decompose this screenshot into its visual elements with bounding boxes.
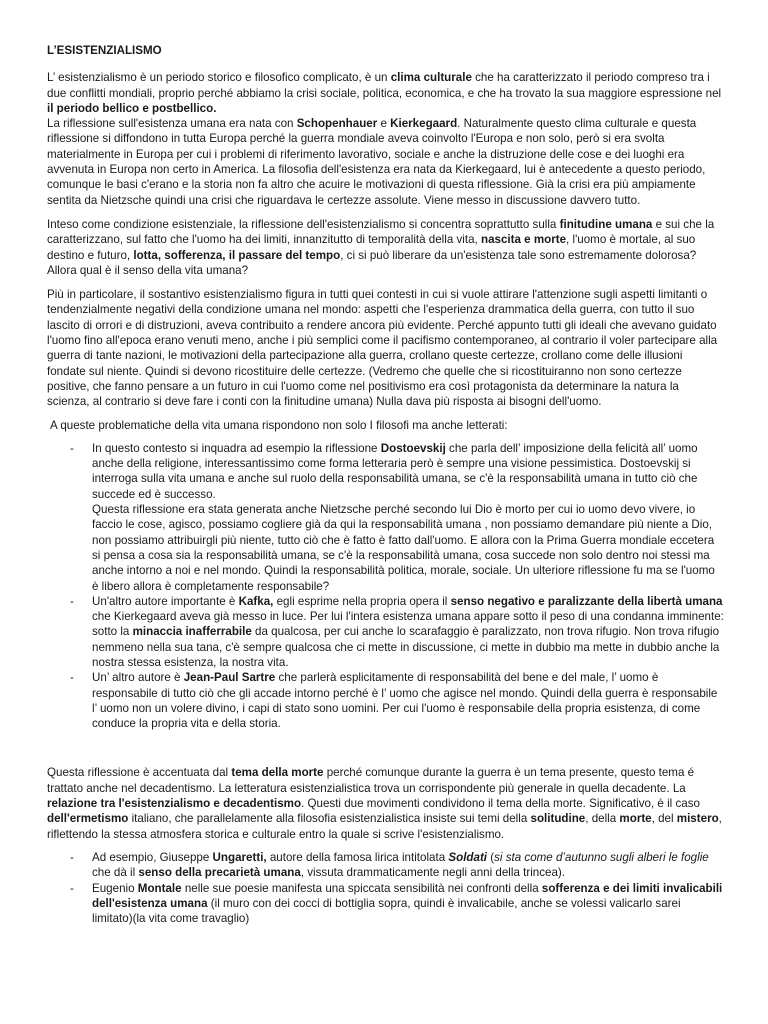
text-run: che ha caratterizzato il periodo compreso tra i due conflitti mondiali, proprio perché abbiamo la crisi sociale, politica, economica, e che ha trovato la sua maggiore espressione nel — [47, 71, 722, 100]
text-run: La riflessione sull'esistenza umana era nata con — [47, 117, 297, 131]
bold-text: Dostoevskij — [380, 441, 446, 455]
authors-list — [47, 441, 724, 732]
text-run: (il muro con dei cocci di bottiglia sopra, quindi è invalicabile, anche se volessi valicarlo sarei limitato)(la vita come travaglio) — [92, 896, 681, 926]
bold-text: lotta, sofferenza, il passare del tempo — [133, 248, 341, 262]
bullet-dash: - — [70, 441, 74, 455]
text-run: In questo contesto si inquadra ad esempio la riflessione — [92, 441, 381, 455]
emphasis-text: Soldati — [448, 850, 488, 864]
text-run: Eugenio — [92, 881, 138, 895]
text-run: egli esprime nella propria opera il — [273, 594, 451, 608]
text-run: nelle sue poesie manifesta una spiccata sensibilità nei confronti della — [181, 881, 542, 895]
text-run: , riflettendo la stessa atmosfera storica e culturale entro la quale si scrive l'esistenzialismo. — [47, 812, 722, 841]
bold-text: mistero — [676, 812, 719, 826]
bold-text: finitudine umana — [559, 217, 653, 231]
paragraph-particular — [47, 287, 724, 409]
bold-text: dell'ermetismo — [47, 812, 129, 826]
bullet-dash: - — [70, 850, 74, 864]
bold-text: Schopenhauer — [296, 117, 378, 131]
text-run: da qualcosa, per cui anche lo scarafaggio è paralizzato, non trova rifugio. Non trova rifugio nemmeno nella sua tana, c'è sempre qualcosa che ci mette in discussione, ci mette in dubbio ma mette in dubbio anche la nostra stessa esistenza, la nostra vita. — [92, 625, 720, 669]
text-run: Più in particolare, il sostantivo esistenzialismo figura in tutti quei contesti in cui si vuole attirare l'attenzione sugli aspetti limitanti o tendenzialmente negativi della condizione umana nel mondo: aspetti che l'esperienza drammatica della guerra, con tutto il suo lascito di orrori e di distruzioni, aveva contribuito a rendere ancora più evidente. Perché appunto tutti gli ideali che avevano guidato l'uomo fino all'epoca erano venuti meno, anche i più semplici come il pacifismo contemporaneo, al contrario il voler partecipare alla guerra di tante nazioni, le motivazioni della partecipazione alla guerra, crollano queste certezze, crollano come delle illusioni fondate sul niente. Quindi si devono ricostituire delle certezze. (Vedremo che quelle che si ricostituiranno non sono certezze positive, che fanno pensare a un futuro in cui l'uomo come nel positivismo era così protagonista da determinare la natura la scienza, al contrario si deve fare i conti con la finitudine umana) Nulla dava più risposta ai bisogni dell'uomo. — [47, 288, 718, 409]
text-run: , ci si può liberare da un'esistenza tale sono estremamente dolorosa? Allora qual è il senso della vita umana? — [47, 248, 697, 277]
text-run: Questa riflessione era stata generata anche Nietzsche perché secondo lui Dio è morto per cui io uomo devo vivere, io faccio le cose, agisco, possiamo cogliere già da qui la responsabilità umana , non possiamo demandare più niente a Dio, non possiamo attribuirgli più niente, tutto ciò che è fatto è fatto dall'uomo. E allora con la Prima Guerra mondiale eccetera si pensa a cosa sia la responsabilità umana, se c'è la responsabilità umana, cosa succede non solo dentro noi stessi ma anche intorno a noi e nel mondo. Quindi la responsabilità politica, morale, sociale. Un ulteriore riflessione fu ma se l'uomo è libero allora è completamente responsabile? — [92, 503, 715, 593]
list-item-sartre — [47, 670, 724, 731]
text-run: , del — [651, 812, 677, 826]
bullet-dash: - — [70, 594, 74, 608]
text-run: che parlerà esplicitamente di responsabilità del bene e del male, l’ uomo è responsabile di tutto ciò che gli accade intorno perché è l’ uomo che agisce nel mondo. Quindi della guerra è responsabile l’ uomo non un volere divino, i capi di stato sono uomini. Per cui l'uomo è responsabile della propria esistenza, di come conduce la propria vita e della storia. — [92, 671, 718, 731]
paragraph-writers-intro: A queste problematiche della vita umana rispondono non solo I filosofi ma anche letterati: — [50, 418, 508, 432]
text-run: italiano, che parallelamente alla filosofia esistenzialistica insiste sui temi della — [128, 812, 531, 826]
bold-text: senso negativo e paralizzante della libertà umana — [450, 594, 723, 608]
text-run: perché comunque durante la guerra è un tema presente, questo tema é trattato anche nel decadentismo. La letteratura esistenzialistica trova un corrispondente più generale in quella decadente. La — [47, 766, 695, 795]
bold-text: Jean-Paul Sartre — [183, 671, 276, 685]
bold-text: clima culturale — [390, 71, 472, 85]
bullet-dash: - — [70, 671, 74, 685]
bold-text: Montale — [137, 881, 182, 895]
poets-list — [47, 850, 724, 926]
text-run: Questa riflessione è accentuata dal — [47, 766, 232, 780]
paragraph-death-theme — [47, 765, 724, 841]
bold-text — [448, 851, 487, 864]
list-item-montale — [47, 881, 724, 927]
list-item-text — [92, 595, 724, 669]
bold-text: senso della precarietà umana — [138, 866, 301, 880]
bold-text: Kierkegaard — [390, 117, 458, 131]
bold-text: solitudine — [530, 812, 586, 826]
text-run: Inteso come condizione esistenziale, la riflessione dell'esistenzialismo si concentra soprattutto sulla — [47, 217, 560, 231]
bold-text: minaccia inafferrabile — [132, 625, 252, 639]
text-run: , vissuta drammaticamente negli anni della trincea). — [300, 866, 566, 880]
bold-text: sofferenza e dei limiti invalicabili dell'esistenza umana — [92, 881, 723, 910]
text-run: . Naturalmente questo clima culturale e questa riflessione si diffondono in tutta Europa perché la guerra mondiale aveva coinvolto l'Europa e non solo, però si era svolta materialmente in Europa per cui i problemi di riferimento lavorativo, sociale e anche la distruzione delle cose e dei luoghi era avvenuta in Europa non certo in America. La filosofia dell'esistenza era nata da Kierkegaard, lui è antecedente a questo periodo, comunque le basi c'erano e la storia non fa altro che acuire le motivazioni di questa riflessione. Già la crisi era più ampiamente sentita da Nietzsche quindi una crisi che riguardava le certezze assolute. Viene messo in discussione davvero tutto. — [47, 117, 706, 207]
list-item-text — [92, 882, 722, 926]
bold-text: il periodo bellico e postbellico. — [47, 101, 217, 115]
list-item-kafka — [47, 594, 724, 670]
list-item-text — [92, 851, 709, 879]
text-run: . Questi due movimenti condividono il tema della morte. Significativo, è il caso — [301, 797, 700, 811]
bold-text: nascita e morte — [480, 233, 567, 247]
text-run: Un’ altro autore è — [92, 671, 184, 685]
text-run: Ad esempio, Giuseppe — [92, 850, 213, 864]
text-run: L’ esistenzialismo è un periodo storico e filosofico complicato, è un — [47, 71, 391, 85]
text-run: , l'uomo è mortale, al suo destino e futuro, — [47, 233, 696, 262]
list-item-dostoevskij — [47, 441, 724, 594]
text-run: ( — [487, 850, 495, 864]
bold-text: tema della morte — [231, 766, 324, 780]
text-run: che Kierkegaard aveva già messo in luce. Per lui l'intera esistenza umana appare sotto il peso di una condanna imminente: sotto la — [92, 610, 724, 639]
document-title: L’ESISTENZIALISMO — [47, 44, 162, 57]
text-run: che dà il — [92, 866, 139, 880]
paragraph-intro-history — [47, 70, 724, 208]
bold-text: Kafka, — [238, 594, 274, 608]
list-item-text — [92, 671, 717, 730]
bold-text: Ungaretti, — [212, 850, 267, 864]
text-run: e sui che la caratterizzano, sul fatto che l'uomo ha dei limiti, innanzitutto di temporalità della vita, — [47, 217, 715, 247]
bullet-dash: - — [70, 881, 74, 895]
paragraph-finitude — [47, 217, 724, 278]
text-run: Un'altro autore importante è — [92, 594, 239, 608]
bold-text: relazione tra l'esistenzialismo e decadentismo — [47, 797, 302, 811]
list-item-ungaretti — [47, 850, 724, 881]
text-run: , della — [585, 812, 620, 826]
italic-text: si sta come d’autunno sugli alberi le foglie — [494, 850, 709, 864]
list-item-text — [92, 442, 715, 593]
text-run: e — [377, 117, 391, 131]
text-run: autore della famosa lirica intitolata — [266, 850, 449, 864]
bold-text: morte — [619, 812, 652, 826]
text-run: che parla dell’ imposizione della felicità all’ uomo anche della religione, interessantissimo come forma letteraria però è sempre una visione pessimistica. Dostoevskij si interroga sulla vita umana e anche sul ruolo della responsabilità umana, se c'è la responsabilità umana in tutto ciò che succede ed è successo. — [92, 441, 698, 501]
